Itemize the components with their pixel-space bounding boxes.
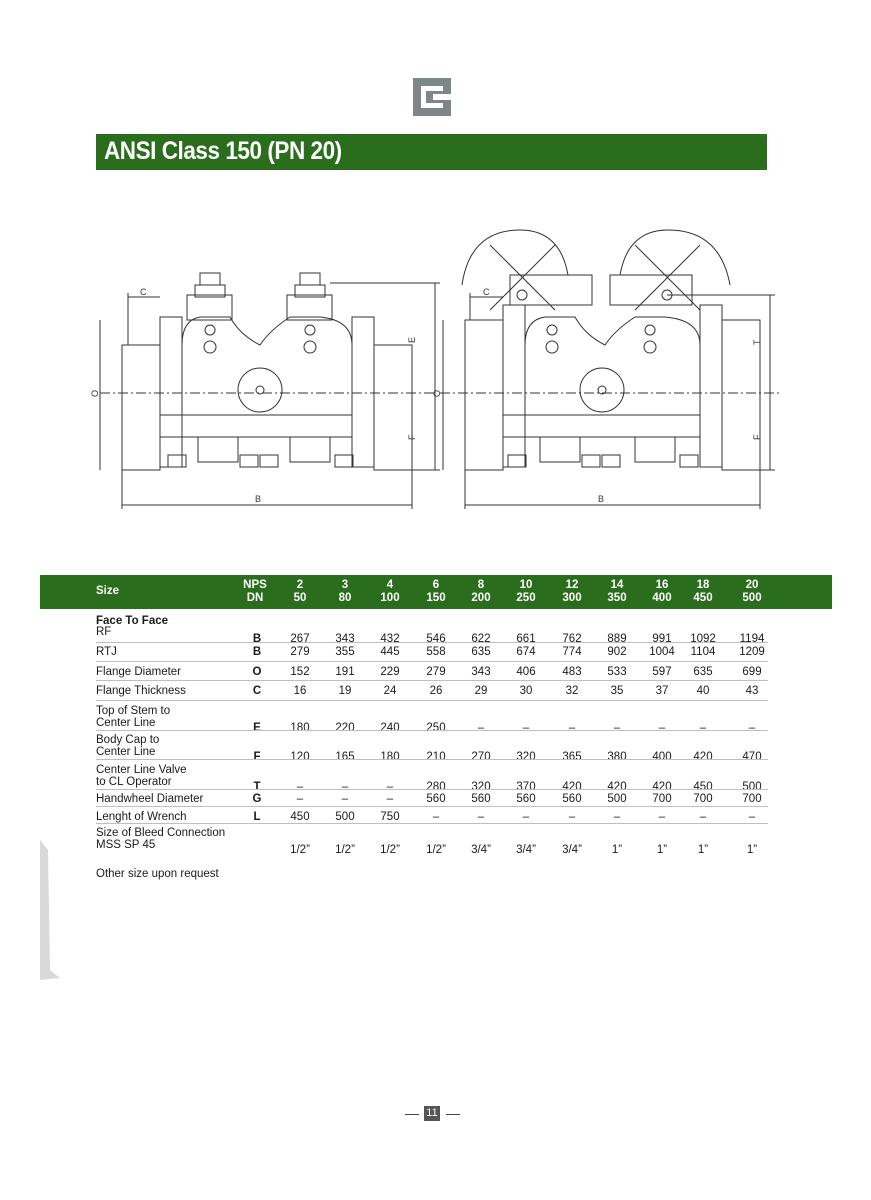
row-divider bbox=[96, 680, 768, 681]
row-label: Flange Diameter bbox=[96, 666, 182, 678]
page-number: 11 bbox=[424, 1106, 440, 1121]
cell-value: 500 bbox=[607, 793, 627, 805]
cell-value: 635 bbox=[471, 646, 491, 658]
dn-value: 50 bbox=[293, 592, 307, 604]
cell-value: 1/2” bbox=[380, 844, 400, 856]
cell-value: – bbox=[341, 781, 349, 793]
cell-value: 1” bbox=[746, 844, 758, 856]
cell-value: – bbox=[477, 811, 485, 823]
cell-value: 3/4” bbox=[562, 844, 582, 856]
dim-label-o-right: O bbox=[432, 389, 442, 397]
cell-value: 270 bbox=[471, 751, 491, 763]
cell-value: 343 bbox=[471, 666, 491, 678]
dn-value: 300 bbox=[562, 592, 582, 604]
row-label-cont: MSS SP 45 bbox=[96, 839, 156, 851]
cell-value: 1092 bbox=[690, 633, 716, 645]
cell-value: 500 bbox=[742, 781, 762, 793]
cell-value: – bbox=[613, 722, 621, 734]
cell-value: – bbox=[568, 811, 576, 823]
nps-value: 18 bbox=[696, 579, 710, 591]
cell-value: – bbox=[699, 811, 707, 823]
cell-value: 762 bbox=[562, 633, 582, 645]
nps-value: 6 bbox=[432, 579, 440, 591]
cell-value: – bbox=[699, 722, 707, 734]
dn-value: 200 bbox=[471, 592, 491, 604]
cell-value: 343 bbox=[335, 633, 355, 645]
cell-value: 250 bbox=[426, 722, 446, 734]
cell-value: 180 bbox=[380, 751, 400, 763]
nps-value: 14 bbox=[610, 579, 624, 591]
dim-label-b-left: B bbox=[255, 494, 262, 504]
cell-value: – bbox=[522, 811, 530, 823]
cell-value: 120 bbox=[290, 751, 310, 763]
row-code: E bbox=[253, 722, 261, 734]
cell-value: 661 bbox=[516, 633, 536, 645]
dn-value: 450 bbox=[693, 592, 713, 604]
cell-value: 560 bbox=[516, 793, 536, 805]
cell-value: 320 bbox=[516, 751, 536, 763]
nps-value: 20 bbox=[745, 579, 759, 591]
company-logo bbox=[413, 78, 451, 116]
row-label: Body Cap to bbox=[96, 734, 160, 746]
cell-value: 152 bbox=[290, 666, 310, 678]
cell-value: 533 bbox=[607, 666, 627, 678]
cell-value: 622 bbox=[471, 633, 491, 645]
row-code: F bbox=[253, 751, 261, 763]
dim-label-b-right: B bbox=[598, 494, 605, 504]
cell-value: 380 bbox=[607, 751, 627, 763]
row-label: Flange Thickness bbox=[96, 685, 186, 697]
cell-value: 1” bbox=[611, 844, 623, 856]
cell-value: 400 bbox=[652, 751, 672, 763]
cell-value: – bbox=[658, 722, 666, 734]
table-row bbox=[96, 827, 768, 857]
cell-value: – bbox=[568, 722, 576, 734]
cell-value: 432 bbox=[380, 633, 400, 645]
row-code: B bbox=[252, 646, 262, 658]
cell-value: 483 bbox=[562, 666, 582, 678]
cell-value: 1194 bbox=[739, 633, 765, 645]
cell-value: 370 bbox=[516, 781, 536, 793]
nps-value: 12 bbox=[565, 579, 579, 591]
cell-value: 420 bbox=[693, 751, 713, 763]
row-divider bbox=[96, 642, 768, 643]
cell-value: 24 bbox=[383, 685, 397, 697]
cell-value: 1209 bbox=[739, 646, 765, 658]
row-code: T bbox=[253, 781, 261, 793]
cell-value: 240 bbox=[380, 722, 400, 734]
cell-value: 420 bbox=[652, 781, 672, 793]
cell-value: – bbox=[748, 811, 756, 823]
cell-value: 1/2” bbox=[426, 844, 446, 856]
cell-value: 365 bbox=[562, 751, 582, 763]
cell-value: 470 bbox=[742, 751, 762, 763]
footnote: Other size upon request bbox=[96, 868, 219, 880]
dn-value: 250 bbox=[516, 592, 536, 604]
dim-label-e-left: E bbox=[407, 336, 417, 343]
cell-value: 220 bbox=[335, 722, 355, 734]
cell-value: 30 bbox=[519, 685, 533, 697]
cell-value: 546 bbox=[426, 633, 446, 645]
cell-value: 3/4” bbox=[516, 844, 536, 856]
cell-value: 700 bbox=[742, 793, 762, 805]
cell-value: 180 bbox=[290, 722, 310, 734]
row-code: C bbox=[252, 685, 262, 697]
row-divider bbox=[96, 759, 768, 760]
cell-value: 37 bbox=[655, 685, 669, 697]
cell-value: 700 bbox=[652, 793, 672, 805]
page-number-rule-right bbox=[446, 1114, 460, 1115]
cell-value: – bbox=[748, 722, 756, 734]
cell-value: – bbox=[613, 811, 621, 823]
row-code: O bbox=[252, 666, 262, 678]
cell-value: 1” bbox=[697, 844, 709, 856]
cell-value: 597 bbox=[652, 666, 672, 678]
cell-value: 29 bbox=[474, 685, 488, 697]
dim-label-f-left: F bbox=[407, 434, 417, 440]
dn-label: DN bbox=[246, 592, 264, 604]
cell-value: 445 bbox=[380, 646, 400, 658]
cell-value: 35 bbox=[610, 685, 624, 697]
dn-value: 350 bbox=[607, 592, 627, 604]
row-divider bbox=[96, 661, 768, 662]
cell-value: 889 bbox=[607, 633, 627, 645]
nps-value: 10 bbox=[519, 579, 533, 591]
row-divider bbox=[96, 789, 768, 790]
cell-value: 19 bbox=[338, 685, 352, 697]
cell-value: 280 bbox=[426, 781, 446, 793]
cell-value: 279 bbox=[426, 666, 446, 678]
title-banner bbox=[96, 134, 767, 170]
row-label: RTJ bbox=[96, 646, 117, 658]
cell-value: 699 bbox=[742, 666, 762, 678]
cell-value: 902 bbox=[607, 646, 627, 658]
cell-value: 43 bbox=[745, 685, 759, 697]
row-label: Handwheel Diameter bbox=[96, 793, 204, 805]
cell-value: – bbox=[522, 722, 530, 734]
cell-value: 229 bbox=[380, 666, 400, 678]
row-label: Size of Bleed Connection bbox=[96, 827, 226, 839]
cell-value: 560 bbox=[562, 793, 582, 805]
dim-label-t-right: T bbox=[752, 339, 762, 345]
page-number-rule-left bbox=[405, 1114, 419, 1115]
cell-value: 355 bbox=[335, 646, 355, 658]
row-label-cont: Center Line bbox=[96, 746, 156, 758]
dn-value: 500 bbox=[742, 592, 762, 604]
cell-value: 750 bbox=[380, 811, 400, 823]
cell-value: 16 bbox=[293, 685, 307, 697]
cell-value: 406 bbox=[516, 666, 536, 678]
dim-label-c-right: C bbox=[483, 287, 490, 297]
section-title: Face To Face bbox=[96, 615, 169, 627]
cell-value: 500 bbox=[335, 811, 355, 823]
row-divider bbox=[96, 806, 768, 807]
dn-value: 100 bbox=[380, 592, 400, 604]
row-code: G bbox=[252, 793, 262, 805]
dim-label-c-left: C bbox=[140, 287, 147, 297]
cell-value: – bbox=[341, 793, 349, 805]
cell-value: 165 bbox=[335, 751, 355, 763]
cell-value: – bbox=[386, 781, 394, 793]
cell-value: 450 bbox=[290, 811, 310, 823]
cell-value: – bbox=[658, 811, 666, 823]
cell-value: 1/2” bbox=[290, 844, 310, 856]
dim-label-o-left: O bbox=[90, 389, 100, 397]
cell-value: 558 bbox=[426, 646, 446, 658]
row-divider bbox=[96, 700, 768, 701]
row-divider bbox=[96, 730, 768, 731]
cell-value: 1” bbox=[656, 844, 668, 856]
page-title: ANSI Class 150 (PN 20) bbox=[104, 137, 342, 165]
cell-value: – bbox=[477, 722, 485, 734]
row-label: RF bbox=[96, 626, 112, 638]
cell-value: 26 bbox=[429, 685, 443, 697]
cell-value: 32 bbox=[565, 685, 579, 697]
size-header: Size bbox=[96, 585, 120, 597]
nps-value: 2 bbox=[296, 579, 304, 591]
cell-value: 991 bbox=[652, 633, 672, 645]
nps-value: 8 bbox=[477, 579, 485, 591]
row-label: Center Line Valve bbox=[96, 764, 187, 776]
cell-value: 191 bbox=[335, 666, 355, 678]
cell-value: 1004 bbox=[649, 646, 675, 658]
cell-value: 450 bbox=[693, 781, 713, 793]
cell-value: 320 bbox=[471, 781, 491, 793]
row-label-cont: to CL Operator bbox=[96, 776, 172, 788]
cell-value: 3/4” bbox=[471, 844, 491, 856]
cell-value: 420 bbox=[607, 781, 627, 793]
row-divider bbox=[96, 823, 768, 824]
valve-technical-drawing bbox=[90, 225, 780, 515]
cell-value: – bbox=[296, 781, 304, 793]
nps-value: 4 bbox=[386, 579, 394, 591]
cell-value: 635 bbox=[693, 666, 713, 678]
cell-value: 700 bbox=[693, 793, 713, 805]
cell-value: 1104 bbox=[690, 646, 716, 658]
cell-value: 210 bbox=[426, 751, 446, 763]
dn-value: 80 bbox=[338, 592, 352, 604]
cell-value: 279 bbox=[290, 646, 310, 658]
cell-value: 40 bbox=[696, 685, 710, 697]
cell-value: 674 bbox=[516, 646, 536, 658]
row-label-cont: Center Line bbox=[96, 717, 156, 729]
cell-value: 1/2” bbox=[335, 844, 355, 856]
cell-value: 420 bbox=[562, 781, 582, 793]
page-edge-decoration bbox=[40, 840, 60, 980]
nps-label: NPS bbox=[243, 579, 267, 591]
row-code: B bbox=[252, 633, 262, 645]
row-label: Lenght of Wrench bbox=[96, 811, 187, 823]
cell-value: 267 bbox=[290, 633, 310, 645]
row-code: L bbox=[253, 811, 261, 823]
cell-value: 774 bbox=[562, 646, 582, 658]
cell-value: – bbox=[296, 793, 304, 805]
cell-value: 560 bbox=[471, 793, 491, 805]
cell-value: 560 bbox=[426, 793, 446, 805]
left-valve-drawing bbox=[100, 273, 440, 509]
nps-value: 16 bbox=[655, 579, 669, 591]
row-label: Top of Stem to bbox=[96, 705, 171, 717]
dim-label-f-right: F bbox=[752, 434, 762, 440]
nps-value: 3 bbox=[341, 579, 349, 591]
dn-value: 150 bbox=[426, 592, 446, 604]
dn-value: 400 bbox=[652, 592, 672, 604]
cell-value: – bbox=[432, 811, 440, 823]
right-valve-drawing bbox=[440, 230, 780, 509]
cell-value: – bbox=[386, 793, 394, 805]
